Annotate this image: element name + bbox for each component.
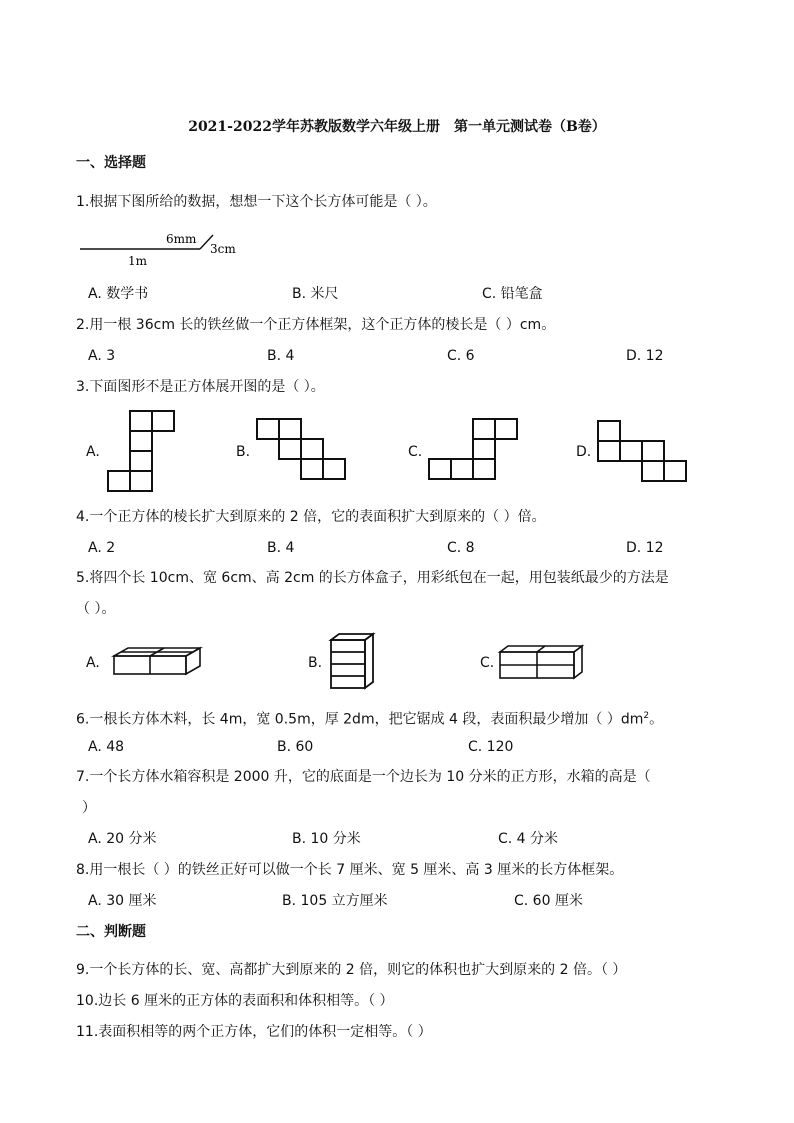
q5-box-a	[112, 646, 204, 678]
question-5-cont: （ ）。	[76, 601, 116, 617]
q3-option-a: A.	[86, 444, 100, 460]
question-11: 11.表面积相等的两个正方体，它们的体积一定相等。（ ）	[76, 1024, 432, 1040]
q8-option-a: A. 30 厘米	[88, 893, 157, 909]
q6-option-b: B. 60	[277, 739, 314, 755]
question-3: 3.下面图形不是正方体展开图的是（ ）。	[76, 379, 325, 395]
q1-label-1m: 1m	[128, 254, 148, 268]
q5-option-c: C.	[480, 655, 495, 671]
q5-box-c	[498, 644, 586, 682]
q2-option-c: C. 6	[447, 348, 475, 364]
q4-option-a: A. 2	[88, 540, 116, 556]
q2-option-d: D. 12	[626, 348, 664, 364]
q8-option-b: B. 105 立方厘米	[282, 893, 388, 909]
question-7-cont: ）	[82, 800, 96, 816]
question-8: 8.用一根长（ ）的铁丝正好可以做一个长 7 厘米、宽 5 厘米、高 3 厘米的长方体框架。	[76, 862, 624, 878]
q3-net-c	[427, 418, 519, 480]
question-5: 5.将四个长 10cm、宽 6cm、高 2cm 的长方体盒子，用彩纸包在一起，用包装纸最少的方法是	[76, 570, 669, 586]
q7-option-a: A. 20 分米	[88, 831, 157, 847]
q2-option-a: A. 3	[88, 348, 116, 364]
question-2: 2.用一根 36cm 长的铁丝做一个正方体框架，这个正方体的棱长是（ ）cm。	[76, 317, 556, 333]
q1-option-c: C. 铅笔盒	[482, 286, 543, 302]
q1-label-3cm: 3cm	[210, 242, 236, 256]
q1-option-b: B. 米尺	[292, 286, 339, 302]
q3-option-c: C.	[408, 444, 423, 460]
q3-option-b: B.	[236, 444, 251, 460]
q7-option-b: B. 10 分米	[292, 831, 361, 847]
q7-option-c: C. 4 分米	[498, 831, 559, 847]
question-7: 7.一个长方体水箱容积是 2000 升，它的底面是一个边长为 10 分米的正方形，水箱的高是（	[76, 769, 651, 785]
q6-option-c: C. 120	[468, 739, 514, 755]
q5-option-b: B.	[308, 655, 323, 671]
q8-option-c: C. 60 厘米	[514, 893, 583, 909]
q3-option-d: D.	[576, 444, 592, 460]
q4-option-b: B. 4	[267, 540, 295, 556]
question-6: 6.一根长方体木料，长 4m，宽 0.5m，厚 2dm，把它锯成 4 段，表面积最少增加（ ）$dm^2$。	[76, 711, 664, 728]
q5-box-b	[327, 632, 377, 690]
q2-option-b: B. 4	[267, 348, 295, 364]
q3-net-b	[255, 418, 347, 480]
question-1: 1.根据下图所给的数据，想想一下这个长方体可能是（ ）。	[76, 194, 437, 210]
q4-option-d: D. 12	[626, 540, 664, 556]
q1-figure	[76, 225, 256, 275]
section-heading-choice: 一、选择题	[76, 155, 146, 171]
question-4: 4.一个正方体的棱长扩大到原来的 2 倍，它的表面积扩大到原来的（ ）倍。	[76, 509, 546, 525]
question-9: 9.一个长方体的长、宽、高都扩大到原来的 2 倍，则它的体积也扩大到原来的 2 倍。（ ）	[76, 962, 627, 978]
q3-net-a	[106, 410, 176, 492]
question-10: 10.边长 6 厘米的正方体的表面积和体积相等。（ ）	[76, 993, 394, 1009]
section-heading-judge: 二、判断题	[76, 924, 146, 940]
q1-label-6mm: 6mm	[166, 232, 197, 246]
q5-option-a: A.	[86, 655, 100, 671]
q1-option-a: A. 数学书	[88, 286, 149, 302]
q6-option-a: A. 48	[88, 739, 125, 755]
page-title: 2021-2022学年苏教版数学六年级上册 第一单元测试卷（B卷）	[188, 119, 606, 135]
q4-option-c: C. 8	[447, 540, 475, 556]
q3-net-d	[596, 420, 688, 482]
